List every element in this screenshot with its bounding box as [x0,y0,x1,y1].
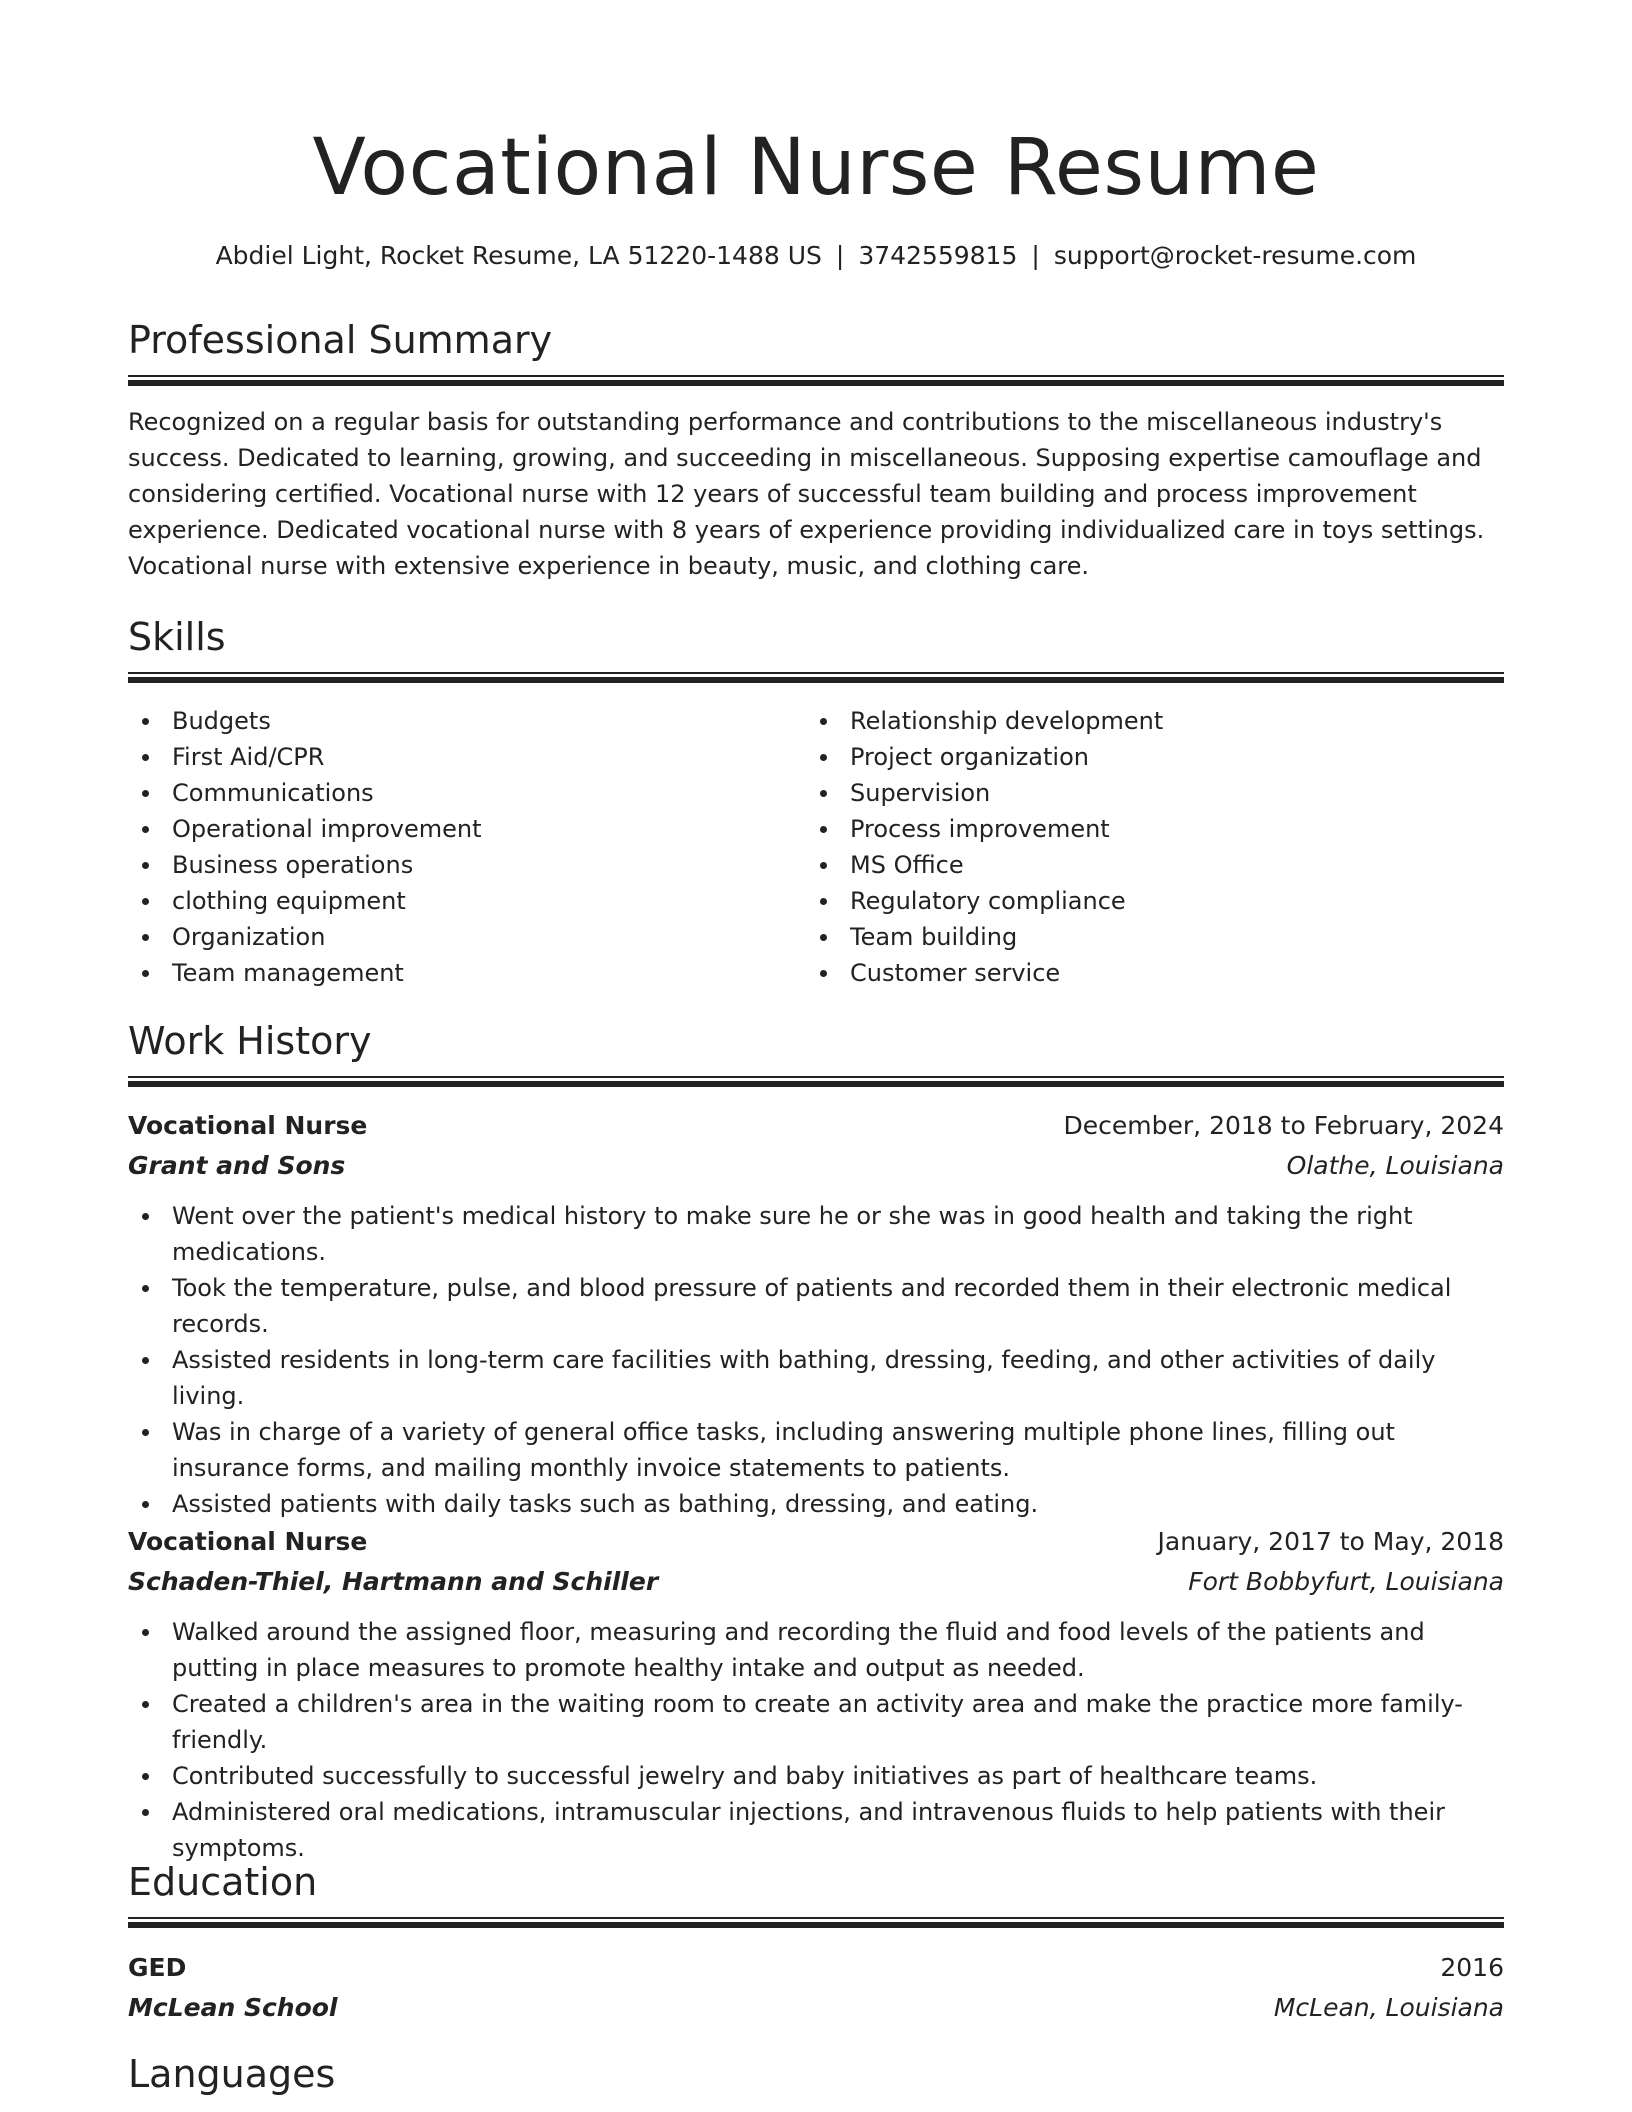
skill-item: First Aid/CPR [128,739,806,775]
duty-item: Went over the patient's medical history to make sure he or she was in good health and taking the right medications. [128,1198,1504,1270]
skill-item: Team management [128,955,806,991]
education-location: McLean, Louisiana [1273,1993,1504,2022]
job-location: Olathe, Louisiana [1286,1151,1504,1180]
contact-line [128,238,1504,274]
skill-item: Business operations [128,847,806,883]
education-degree: GED [128,1953,187,1982]
skill-item: Regulatory compliance [806,883,1484,919]
education-entry [128,1948,1504,2028]
job-title: Vocational Nurse [128,1111,368,1140]
skills-column-left [128,703,806,991]
duty-item: Assisted patients with daily tasks such as bathing, dressing, and eating. [128,1486,1504,1522]
skill-item: Communications [128,775,806,811]
job-entry [128,1106,1504,1522]
skill-item: MS Office [806,847,1484,883]
contact-separator: | [835,241,845,270]
skill-item: Process improvement [806,811,1484,847]
skill-item: Organization [128,919,806,955]
duty-item: Was in charge of a variety of general office tasks, including answering multiple phone lines, filling out insurance forms, and mailing monthly invoice statements to patients. [128,1414,1504,1486]
duty-item: Assisted residents in long-term care facilities with bathing, dressing, feeding, and other activities of daily living. [128,1342,1504,1414]
skills-list [128,703,1504,991]
job-title: Vocational Nurse [128,1527,368,1556]
skill-item: Relationship development [806,703,1484,739]
section-rule [128,1076,1504,1088]
education-school: McLean School [128,1993,338,2022]
duty-item: Administered oral medications, intramuscular injections, and intravenous fluids to help patients with their symptoms. [128,1794,1504,1866]
section-rule [128,375,1504,387]
skill-item: Team building [806,919,1484,955]
contact-email: support@rocket-resume.com [1053,241,1417,270]
section-rule [128,1917,1504,1929]
duty-item: Took the temperature, pulse, and blood pressure of patients and recorded them in their electronic medical records. [128,1270,1504,1342]
job-entry [128,1522,1504,1866]
job-duties [128,1614,1504,1866]
contact-separator: | [1031,241,1040,270]
contact-address: Abdiel Light, Rocket Resume, LA 51220-1488 US [215,241,822,270]
job-dates: January, 2017 to May, 2018 [1157,1527,1504,1556]
resume-title: Vocational Nurse Resume [312,123,1320,213]
job-location: Fort Bobbyfurt, Louisiana [1188,1567,1504,1596]
duty-item: Contributed successfully to successful jewelry and baby initiatives as part of healthcare teams. [128,1758,1504,1794]
duty-item: Walked around the assigned floor, measuring and recording the fluid and food levels of the patients and putting in place measures to promote healthy intake and output as needed. [128,1614,1504,1686]
education-heading: Education [128,1860,318,1904]
education-year: 2016 [1440,1953,1504,1982]
languages-heading: Languages [128,2052,336,2096]
skill-item: Supervision [806,775,1484,811]
skill-item: clothing equipment [128,883,806,919]
job-dates: December, 2018 to February, 2024 [1063,1111,1504,1140]
job-company: Schaden-Thiel, Hartmann and Schiller [128,1567,659,1596]
work-heading: Work History [128,1019,372,1063]
skill-item: Budgets [128,703,806,739]
skill-item: Project organization [806,739,1484,775]
duty-item: Created a children's area in the waiting room to create an activity area and make the practice more family-friendly. [128,1686,1504,1758]
job-duties [128,1198,1504,1522]
section-rule [128,672,1504,684]
job-company: Grant and Sons [128,1151,346,1180]
skill-item: Customer service [806,955,1484,991]
summary-text: Recognized on a regular basis for outstanding performance and contributions to the miscellaneous industry's success. Dedicated to learning, growing, and succeeding in miscellaneous. Supposing expertise camouflage and considering certified. Vocational nurse with 12 years of successful team building and process improvement experience. Dedicated vocational nurse with 8 years of experience providing individualized care in toys settings. Vocational nurse with extensive experience in beauty, music, and clothing care. [128,408,1485,580]
skills-heading: Skills [128,615,226,659]
contact-phone: 3742559815 [858,241,1018,270]
skill-item: Operational improvement [128,811,806,847]
skills-column-right [806,703,1484,991]
summary-heading: Professional Summary [128,318,553,362]
